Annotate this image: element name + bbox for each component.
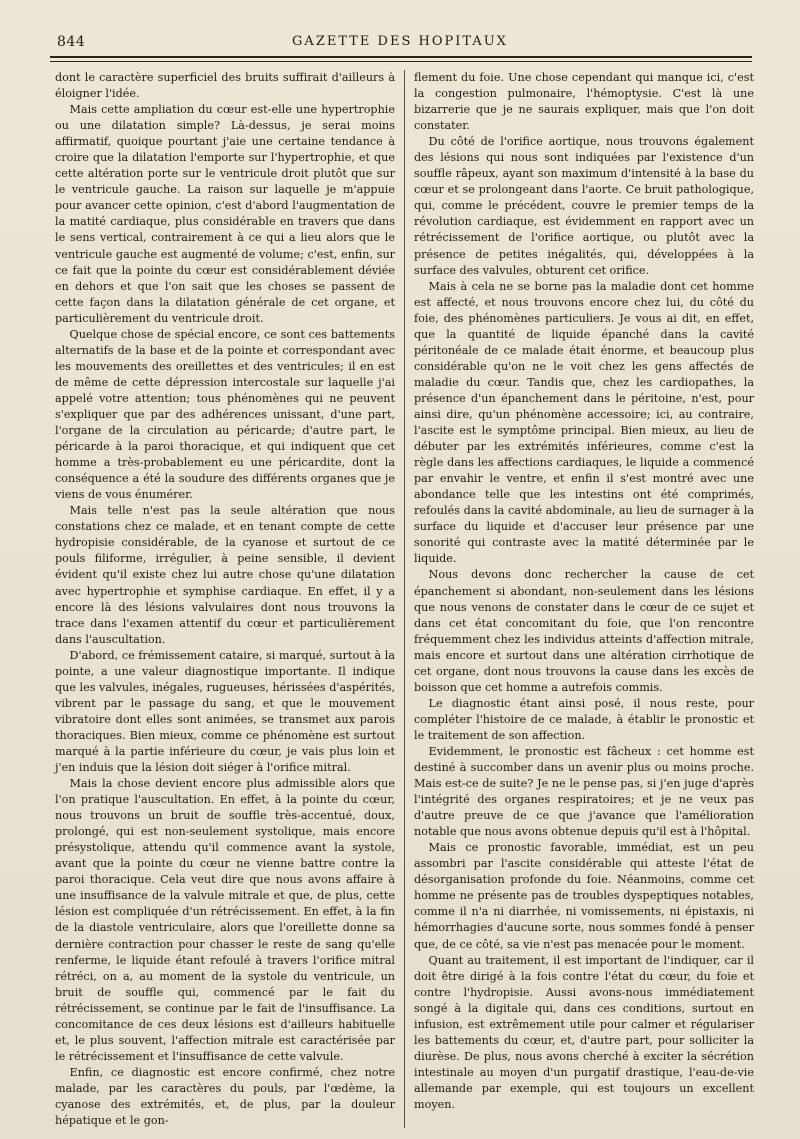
header-rule-thin bbox=[50, 61, 752, 62]
paragraph: Le diagnostic étant ainsi posé, il nous reste, pour compléter l'histoire de ce malade, à établir le pronostic et le traitement de son affection. bbox=[414, 696, 754, 742]
paragraph: flement du foie. Une chose cependant qui manque ici, c'est la congestion pulmonaire, l'hémoptysie. C'est là une bizarrerie que je ne saurais expliquer, mais que l'on doit constater. bbox=[414, 71, 754, 133]
paragraph: Du côté de l'orifice aortique, nous trouvons également des lésions qui nous sont indiquées par l'existence d'un souffle râpeux, ayant son maximum d'intensité à la base du cœur et se prolongeant dans l'aorte. Ce bruit pathologique, qui, comme le précédent, couvre le premier temps de la révolution cardiaque, est évidemment en rapport avec un rétrécissement de l'orifice aortique, ou plutôt avec la présence de petites inégalités, qui, développées à la surface des valvules, obturent cet orifice. bbox=[414, 135, 754, 277]
paragraph: Mais ce pronostic favorable, immédiat, est un peu assombri par l'ascite considérable qui atteste l'état de désorganisation profonde du foie. Néanmoins, comme cet homme ne présente pas de troubles dyspeptiques notables, comme il n'a ni diarrhée, ni vomissements, ni épistaxis, ni hémorrhagies d'aucune sorte, nous sommes fondé à penser que, de ce côté, sa vie n'est pas menacée pour le moment. bbox=[414, 841, 754, 951]
paragraph: Quelque chose de spécial encore, ce sont ces battements alternatifs de la base et de la pointe et correspondant avec les mouvements des oreillettes et des ventricules; il en est de même de cette dépression intercostale sur laquelle j'ai appelé votre attention; tous phénomènes qui ne peuvent s'expliquer que par des adhérences unissant, d'une part, l'organe de la circulation au péricarde; d'autre part, le péricarde à la paroi thoracique, et qui indiquent que cet homme a très-probablement eu une péricardite, dont la conséquence a été la soudure des différents organes que je viens de vous énumérer. bbox=[55, 327, 395, 502]
left-column bbox=[55, 70, 395, 1129]
paragraph: Mais telle n'est pas la seule altération que nous constations chez ce malade, et en tenant compte de cette hydropisie considérable, de la cyanose et surtout de ce pouls filiforme, irrégulier, à peine sensible, il devient évident qu'il existe chez lui autre chose qu'une dilatation avec hypertrophie et symphise cardiaque. En effet, il y a encore là des lésions valvulaires dont nous trouvons la trace dans l'examen attentif du cœur et particulièrement dans l'auscultation. bbox=[55, 504, 395, 646]
page-number: 844 bbox=[57, 34, 86, 50]
header-rule bbox=[50, 56, 752, 58]
paragraph: Quant au traitement, il est important de l'indiquer, car il doit être dirigé à la fois contre l'état du cœur, du foie et contre l'hydropisie. Aussi avons-nous immédiatement songé à la digitale qui, dans ces conditions, surtout en infusion, est extrêmement utile pour calmer et régulariser les battements du cœur, et, d'autre part, pour solliciter la diurèse. De plus, nous avons cherché à exciter la sécrétion intestinale au moyen d'un purgatif drastique, l'eau-de-vie allemande par exemple, qui est toujours un excellent moyen. bbox=[414, 953, 754, 1111]
column-divider bbox=[404, 70, 405, 1128]
paragraph: Mais cette ampliation du cœur est-elle une hypertrophie ou une dilatation simple? Là-dessus, je serai moins affirmatif, quoique pourtant j'aie une certaine tendance à croire que la dilatation l'emporte sur l'hypertrophie, et que cette altération porte sur le ventricule droit plutôt que sur le ventricule gauche. La raison sur laquelle je m'appuie pour avancer cette opinion, c'est d'abord l'augmentation de la matité cardiaque, plus considérable en travers que dans le sens vertical, contrairement à ce qui a lieu alors que le ventricule gauche est augmenté de volume; c'est, enfin, sur ce fait que la pointe du cœur est considérablement déviée en dehors et que l'on sait que les choses se passent de cette façon dans la dilatation générale de cet organe, et particulièrement du ventricule droit. bbox=[55, 103, 395, 325]
paragraph: Mais la chose devient encore plus admissible alors que l'on pratique l'auscultation. En effet, à la pointe du cœur, nous trouvons un bruit de souffle très-accentué, doux, prolongé, qui est non-seulement systolique, mais encore présystolique, attendu qu'il commence avant la systole, avant que la pointe du cœur ne vienne battre contre la paroi thoracique. Cela veut dire que nous avons affaire à une insuffisance de la valvule mitrale et que, de plus, cette lésion est compliquée d'un rétrécissement. En effet, à la fin de la diastole ventriculaire, alors que l'oreillette donne sa dernière contraction pour chasser le reste de sang qu'elle renferme, le liquide étant refoulé à travers l'orifice mitral rétréci, on a, au moment de la systole du ventricule, un bruit de souffle qui, commencé par le fait du rétrécissement, se continue par le fait de l'insuffisance. La concomitance de ces deux lésions est d'ailleurs habituelle et, le plus souvent, l'affection mitrale est caractérisée par le rétrécissement et l'insuffisance de cette valvule. bbox=[55, 777, 395, 1063]
journal-title: GAZETTE DES HOPITAUX bbox=[292, 34, 508, 49]
paragraph: Mais à cela ne se borne pas la maladie dont cet homme est affecté, et nous trouvons encore chez lui, du côté du foie, des phénomènes particuliers. Je vous ai dit, en effet, que la quantité de liquide épanché dans la cavité péritonéale de ce malade était énorme, et beaucoup plus considérable qu'on ne le voit chez les gens affectés de maladie du cœur. Tandis que, chez les cardiopathes, la présence d'un épanchement dans le péritoine, n'est, pour ainsi dire, qu'un phénomène accessoire; ici, au contraire, l'ascite est le symptôme principal. Bien mieux, au lieu de débuter par les extrémités inférieures, comme c'est la règle dans les affections cardiaques, le liquide a commencé par envahir le ventre, et enfin il s'est montré avec une abondance telle que les intestins ont été comprimés, refoulés dans la cavité abdominale, au lieu de surnager à la surface du liquide et d'accuser leur présence par une sonorité qui contraste avec la matité déterminée par le liquide. bbox=[414, 279, 754, 566]
right-column bbox=[414, 70, 754, 1113]
page-header bbox=[50, 30, 750, 52]
paragraph: dont le caractère superficiel des bruits suffirait d'ailleurs à éloigner l'idée. bbox=[55, 71, 395, 101]
paragraph: D'abord, ce frémissement cataire, si marqué, surtout à la pointe, a une valeur diagnostique importante. Il indique que les valvules, inégales, rugueuses, hérissées d'aspérités, vibrent par le passage du sang, et que le mouvement vibratoire dont elles sont animées, se transmet aux parois thoraciques. Bien mieux, comme ce phénomène est surtout marqué à la partie inférieure du cœur, je vais plus loin et j'en induis que la lésion doit siéger à l'orifice mitral. bbox=[55, 648, 395, 775]
paragraph: Nous devons donc rechercher la cause de cet épanchement si abondant, non-seulement dans les lésions que nous venons de constater dans le cœur de ce sujet et dans cet état concomitant du foie, que l'on rencontre fréquemment chez les individus atteints d'affection mitrale, mais encore et surtout dans une altération cirrhotique de cet organe, dont nous trouvons la cause dans les excès de boisson que cet homme a autrefois commis. bbox=[414, 568, 754, 694]
paragraph: Enfin, ce diagnostic est encore confirmé, chez notre malade, par les caractères du pouls, par l'œdème, la cyanose des extrémités, et, de plus, par la douleur hépatique et le gon- bbox=[55, 1065, 395, 1128]
paragraph: Evidemment, le pronostic est fâcheux : cet homme est destiné à succomber dans un avenir plus ou moins proche. Mais est-ce de suite? Je ne le pense pas, si j'en juge d'après l'intégrité des organes respiratoires; et je ne veux pas d'autre preuve de ce que j'avance que l'amélioration notable que nous avons obtenue depuis qu'il est à l'hôpital. bbox=[414, 744, 754, 839]
